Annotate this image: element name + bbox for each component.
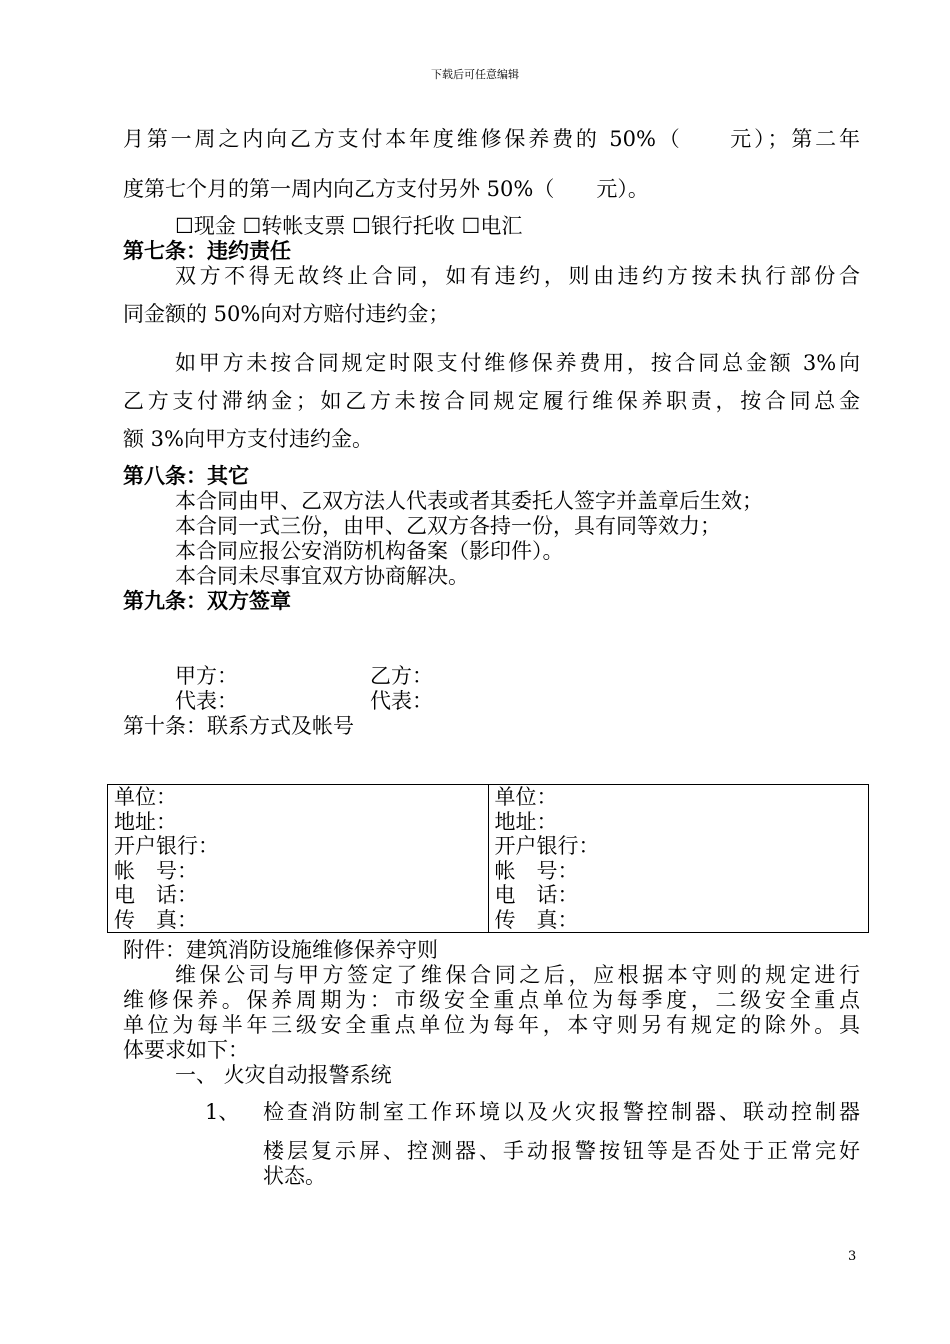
party-a-contact-cell: [108, 785, 489, 933]
attachment-heading: 附件：建筑消防设施维修保养守则: [123, 938, 438, 962]
fax-label: 传 真：: [494, 907, 579, 932]
page-number: 3: [848, 1249, 857, 1264]
paragraph-line: 本合同未尽事宜双方协商解决。: [175, 564, 469, 588]
article-8-heading: 第八条：其它: [123, 463, 249, 488]
article-7-heading: 第七条：违约责任: [123, 238, 291, 263]
paragraph-line: 月第一周之内向乙方支付本年度维修保养费的 50%（ 元）；第二年: [123, 127, 860, 151]
representative-a-label: 代表：: [175, 689, 238, 713]
paragraph-line: 双方不得无故终止合同，如有违约，则由违约方按未执行部份合: [175, 264, 860, 288]
paragraph-line: 乙方支付滞纳金；如乙方未按合同规定履行维保养职责，按合同总金: [123, 389, 860, 413]
paragraph-line: 度第七个月的第一周内向乙方支付另外 50%（ 元）。: [123, 177, 649, 201]
bank-label: 开户银行：: [494, 834, 600, 858]
list-item-line: 检查消防制室工作环境以及火灾报警控制器、联动控制器: [263, 1100, 860, 1124]
contact-info-table: [107, 784, 869, 933]
list-item-line: 楼层复示屏、控测器、手动报警按钮等是否处于正常完好: [263, 1139, 860, 1163]
paragraph-line: 本合同一式三份，由甲、乙双方各持一份，具有同等效力；: [175, 514, 721, 538]
list-item-line: 状态。: [263, 1164, 326, 1188]
section-1-heading: 一、 火灾自动报警系统: [175, 1063, 392, 1087]
paragraph-line: 维修保养。保养周期为：市级安全重点单位为每季度，二级安全重点: [123, 988, 860, 1012]
list-item-number: 1、: [205, 1100, 240, 1124]
paragraph-line: 额 3%向甲方支付违约金。: [123, 427, 373, 451]
article-9-heading: 第九条：双方签章: [123, 588, 291, 613]
representative-b-label: 代表：: [370, 689, 433, 713]
party-a-label: 甲方：: [175, 664, 238, 688]
phone-label: 电 话：: [114, 883, 198, 907]
paragraph-line: 维保公司与甲方签定了维保合同之后，应根据本守则的规定进行: [175, 963, 860, 987]
unit-label: 单位：: [494, 785, 558, 809]
paragraph-line: 本合同由甲、乙双方法人代表或者其委托人签字并盖章后生效；: [175, 489, 763, 513]
article-10-heading: 第十条：联系方式及帐号: [123, 714, 354, 738]
address-label: 地址：: [494, 809, 558, 834]
unit-label: 单位：: [114, 785, 177, 809]
phone-label: 电 话：: [494, 883, 579, 907]
address-label: 地址：: [114, 809, 177, 834]
paragraph-line: 如甲方未按合同规定时限支付维修保养费用，按合同总金额 3%向: [175, 351, 860, 375]
paragraph-line: 体要求如下：: [123, 1038, 249, 1062]
party-b-label: 乙方：: [370, 664, 433, 688]
bank-label: 开户银行：: [114, 834, 219, 858]
account-label: 帐 号：: [494, 858, 579, 883]
account-label: 帐 号：: [114, 858, 198, 883]
payment-methods: ☐现金 ☐转帐支票 ☐银行托收 ☐电汇: [175, 214, 523, 238]
party-b-contact-cell: [488, 785, 869, 933]
paragraph-line: 单位为每半年三级安全重点单位为每年，本守则另有规定的除外。具: [123, 1013, 860, 1037]
fax-label: 传 真：: [114, 907, 198, 932]
page-header: 下载后可任意编辑: [431, 68, 519, 81]
paragraph-line: 本合同应报公安消防机构备案（影印件）。: [175, 539, 564, 563]
paragraph-line: 同金额的 50%向对方赔付违约金；: [123, 302, 450, 326]
